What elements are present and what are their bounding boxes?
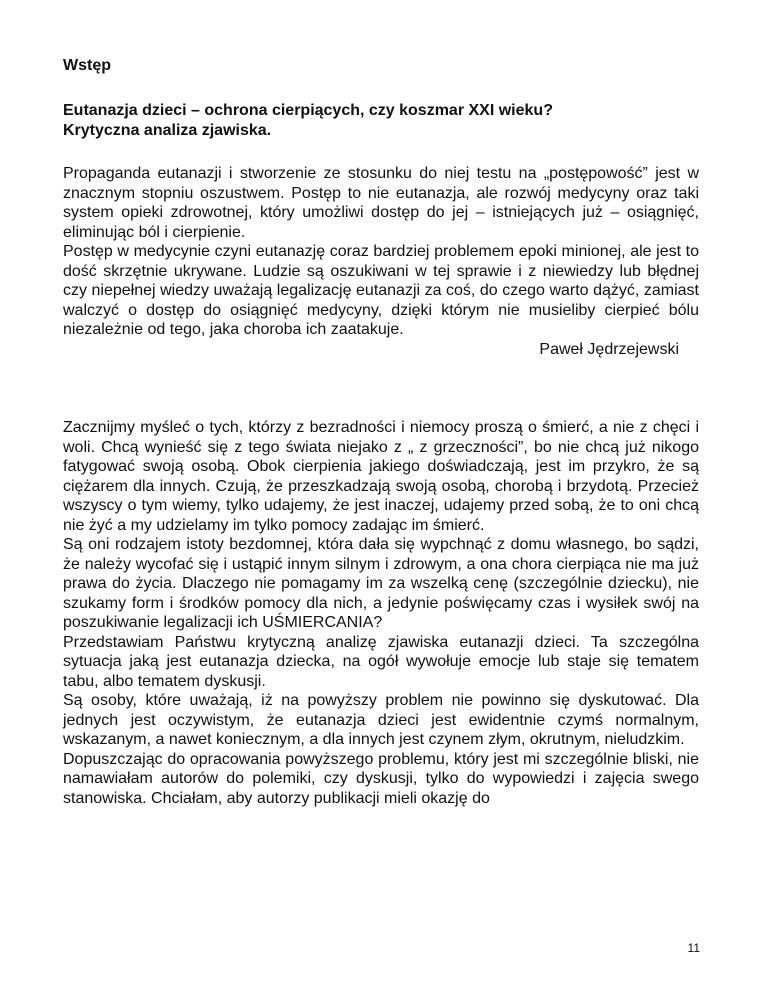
intro-paragraph: Propaganda eutanazji i stworzenie ze stosunku do niej testu na „postępowość” jest w znacznym stopniu oszustwem. Postęp to nie eutanazja, ale rozwój medycyny oraz taki system opieki zdrowotnej, który umożliwi dostęp do jej – istniejących już – osiągnięć, eliminując ból i cierpienie. — [63, 165, 699, 241]
quote-author: Paweł Jędrzejewski — [539, 340, 679, 358]
body-paragraph: Są osoby, które uważają, iż na powyższy problem nie powinno się dyskutować. Dla jednych jest oczywistym, że eutanazja dzieci jest ewidentnie czymś normalnym, wskazanym, a nawet koniecznym, a dla innych jest czynem złym, okrutnym, nieludzkim. — [63, 692, 699, 748]
body-paragraph: Dopuszczając do opracowania powyższego problemu, który jest mi szczególnie bliski, nie namawiałam autorów do polemiki, czy dyskusji, tylko do wypowiedzi i zajęcia swego stanowiska. Chciałam, aby autorzy publikacji mieli okazję do — [63, 750, 699, 807]
page-number: 11 — [687, 941, 700, 955]
body-paragraph: Są oni rodzajem istoty bezdomnej, która dała się wypchnąć z domu własnego, bo sądzi, że należy wycofać się i ustąpić innym silnym i zdrowym, a ona chora cierpiąca nie ma już prawa do życia. Dlaczego nie pomagamy im za wszelką cenę (szczególnie dziecku), nie szukamy form i środków pomocy dla nich, a jedynie poświęcamy czas i wysiłek swój na poszukiwanie legalizacji ich UŚMIERCANIA? — [63, 536, 699, 631]
intro-paragraph: Postęp w medycynie czyni eutanazję coraz bardziej problemem epoki minionej, ale jest to dość skrzętnie ukrywane. Ludzie są oszukiwani w tej sprawie i z niewiedzy lub błędnej czy niepełnej wiedzy uważają legalizację eutanazji za coś, do czego warto dążyć, zamiast walczyć o dostęp do osiągnięć medycyny, dzięki którym nie musieliby cierpieć bólu niezależnie od tego, jaka choroba ich zaatakuje. — [63, 243, 699, 338]
intro-quote — [63, 164, 699, 359]
body-text — [63, 418, 699, 808]
body-paragraph: Przedstawiam Państwu krytyczną analizę zjawiska eutanazji dzieci. Ta szczególna sytuacja jaką jest eutanazja dziecka, na ogół wywołuje emocje lub staje się tematem tabu, albo tematem dyskusji. — [63, 633, 699, 690]
document-page — [63, 56, 699, 808]
title-line-1: Eutanazja dzieci – ochrona cierpiących, czy koszmar XXI wieku? — [63, 102, 553, 119]
title-line-2: Krytyczna analiza zjawiska. — [63, 122, 272, 139]
section-heading: Wstęp — [63, 57, 111, 74]
document-title — [63, 101, 699, 141]
body-paragraph: Zacznijmy myśleć o tych, którzy z bezradności i niemocy proszą o śmierć, a nie z chęci i woli. Chcą wynieść się z tego świata niejako z „ z grzeczności”, bo nie chcą już nikogo fatygować swoją osobą. Obok cierpienia jakiego doświadczają, jest im przykro, że są ciężarem dla innych. Czują, że przeszkadzają swoją osobą, chorobą i brzydotą. Przecież wszyscy o tym wiemy, tylko udajemy, że jest inaczej, udajemy przed sobą, że to oni chcą nie żyć a my udzielamy im tylko pomocy zadając im śmierć. — [63, 419, 699, 534]
